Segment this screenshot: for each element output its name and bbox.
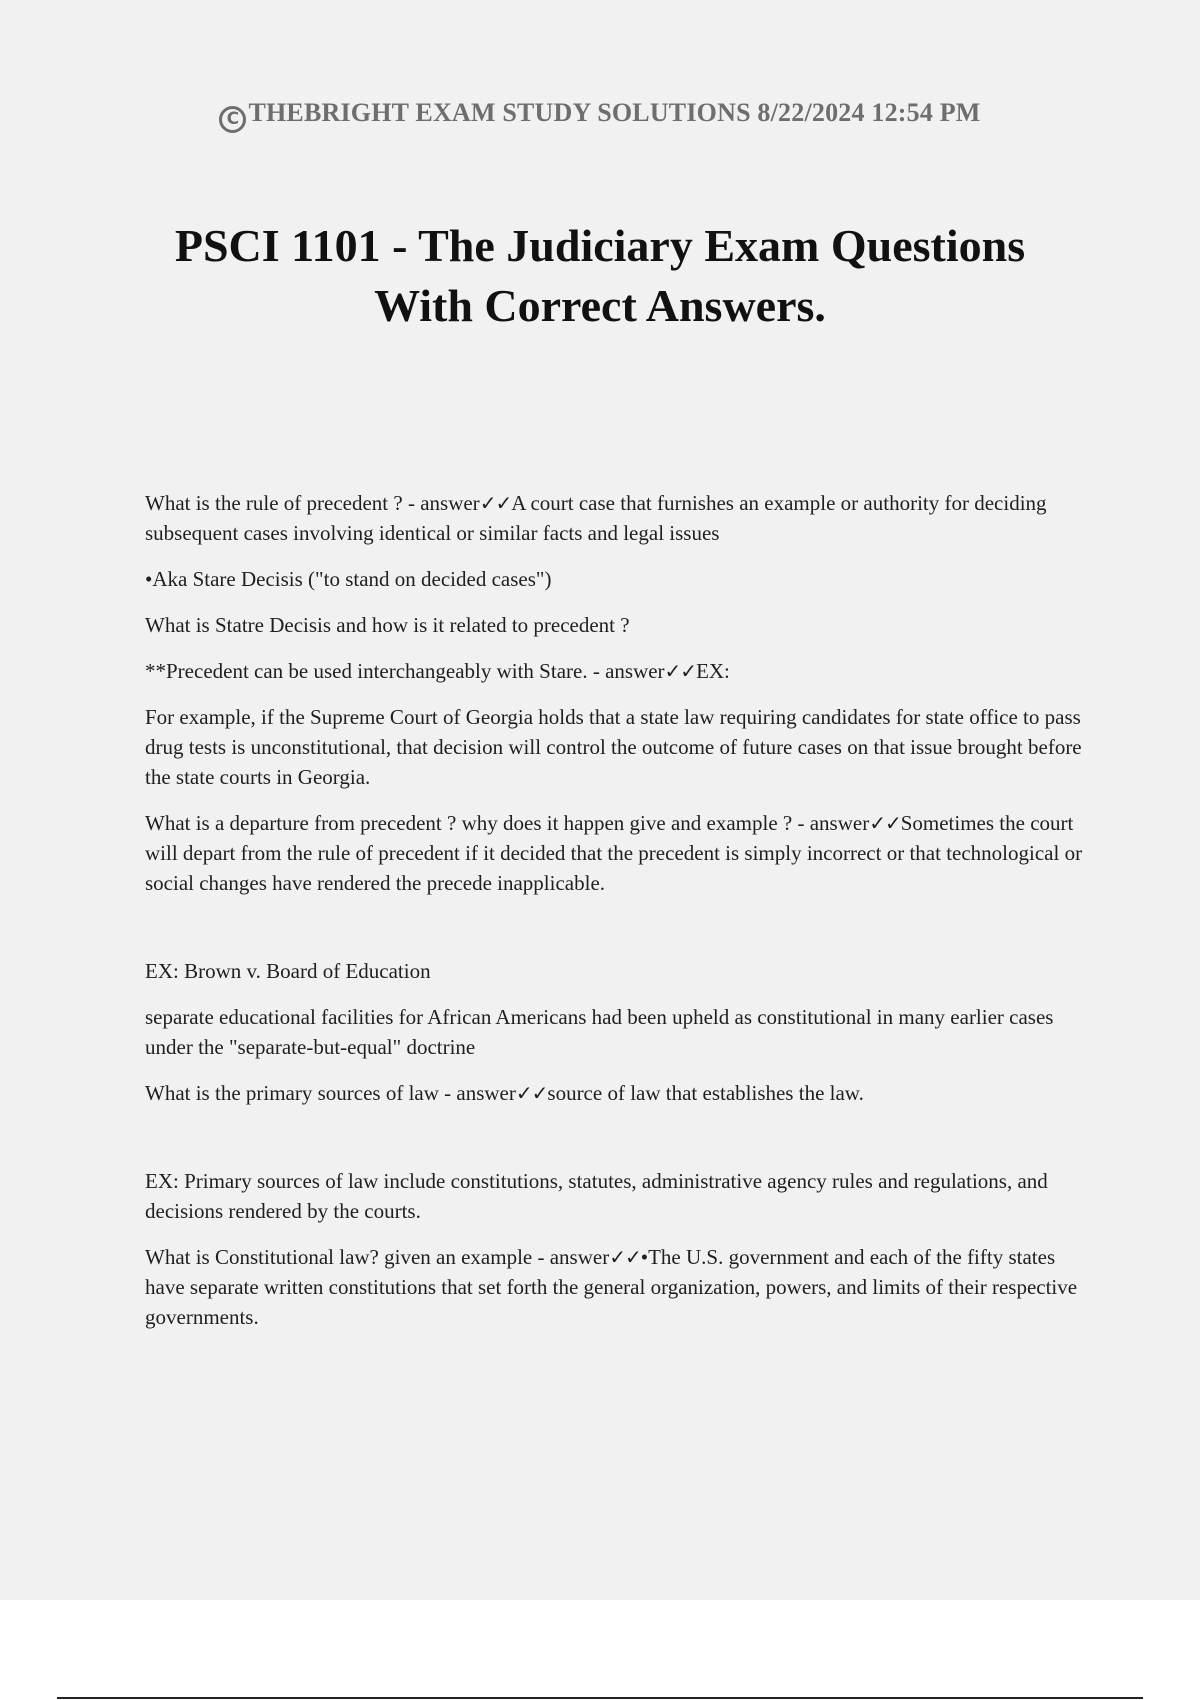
paragraph-brown-example: EX: Brown v. Board of Education	[145, 959, 431, 983]
paragraph-separate-but-equal: separate educational facilities for African Americans had been upheld as constitutional in many earlier cases under the "separate-but-equal" doctrine	[145, 1005, 1054, 1059]
title-line-2: With Correct Answers.	[374, 280, 826, 331]
question-text: What is Constitutional law? given an example - answer	[145, 1245, 610, 1269]
check-icon: ✓✓	[479, 491, 512, 515]
paragraph-interchangeable	[145, 656, 1090, 686]
footer-divider	[57, 1697, 1143, 1699]
copyright-icon: C	[219, 106, 246, 133]
answer-text: A court case that furnishes an example or authority for deciding subsequent cases involving identical or similar facts and legal issues	[145, 491, 1047, 545]
paragraph-constitutional-law	[145, 1242, 1090, 1332]
question-text: What is the rule of precedent ? - answer	[145, 491, 480, 515]
check-icon: ✓✓	[664, 659, 697, 683]
paragraph-stare-decisis: •Aka Stare Decisis ("to stand on decided cases")	[145, 567, 552, 591]
answer-text: EX:	[696, 659, 730, 683]
page-header	[0, 98, 1200, 133]
check-icon: ✓✓	[609, 1245, 641, 1269]
paragraph-rule-of-precedent	[145, 488, 1090, 548]
paragraph-departure-from-precedent	[145, 808, 1090, 898]
document-body	[145, 488, 1090, 1348]
header-text: THEBRIGHT EXAM STUDY SOLUTIONS 8/22/2024 12:54 PM	[248, 98, 981, 127]
question-text: What is a departure from precedent ? why does it happen give and example ? - answer	[145, 811, 870, 835]
answer-text: •The U.S. government and each of the fifty states have separate written constitutions that set forth the general organization, powers, and limits of their respective governments.	[145, 1245, 1078, 1329]
document-title	[100, 216, 1100, 336]
check-icon: ✓✓	[515, 1081, 548, 1105]
paragraph-georgia-example: For example, if the Supreme Court of Georgia holds that a state law requiring candidates for state office to pass drug tests is unconstitutional, that decision will control the outcome of future cases on that issue brought before the state courts in Georgia.	[145, 705, 1082, 789]
paragraph-statre-decisis-question: What is Statre Decisis and how is it related to precedent ?	[145, 613, 630, 637]
paragraph-primary-sources-example: EX: Primary sources of law include constitutions, statutes, administrative agency rules and regulations, and decisions rendered by the courts.	[145, 1169, 1048, 1223]
answer-text: Sometimes the court will depart from the rule of precedent if it decided that the precedent is simply incorrect or that technological or social changes have rendered the precede inapplicable.	[145, 811, 1083, 895]
paragraph-primary-sources	[145, 1078, 1090, 1108]
title-line-1: PSCI 1101 - The Judiciary Exam Questions	[174, 220, 1026, 271]
question-text: What is the primary sources of law - answer	[145, 1081, 516, 1105]
check-icon: ✓✓	[869, 811, 901, 835]
answer-text: source of law that establishes the law.	[547, 1081, 864, 1105]
question-text: **Precedent can be used interchangeably with Stare. - answer	[145, 659, 665, 683]
